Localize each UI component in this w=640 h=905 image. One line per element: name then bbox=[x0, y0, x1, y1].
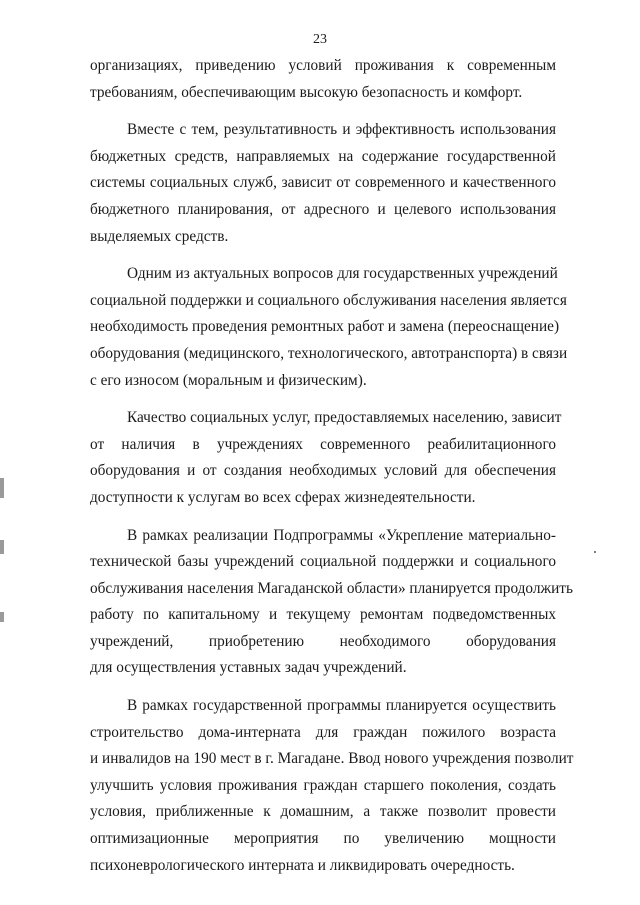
paragraph-gap bbox=[90, 394, 556, 405]
scan-speck bbox=[594, 551, 596, 553]
paragraph-line: от наличия в учреждениях современного реабилитационного bbox=[90, 435, 556, 453]
page-number: 23 bbox=[313, 32, 327, 47]
scan-margin-mark bbox=[0, 612, 4, 622]
scan-margin-mark bbox=[0, 478, 4, 498]
scan-margin-mark bbox=[0, 540, 4, 554]
paragraph-line: выделяемых средств. bbox=[90, 227, 229, 245]
paragraph bbox=[90, 693, 574, 879]
paragraph-line: необходимость проведения ремонтных работ и замена (переоснащение) bbox=[90, 318, 560, 336]
paragraph-line: оборудования (медицинского, технологического, автотранспорта) в связи bbox=[90, 344, 568, 362]
paragraph-line: В рамках государственной программы планируется осуществить bbox=[127, 697, 556, 715]
paragraph-line: для осуществления уставных задач учреждений. bbox=[90, 659, 407, 677]
paragraph bbox=[90, 53, 556, 106]
paragraph-line: организациях, приведению условий проживания к современным bbox=[90, 57, 556, 74]
paragraph bbox=[90, 261, 568, 394]
paragraph-line: Вместе с тем, результативность и эффективность использования bbox=[127, 121, 556, 139]
paragraph-gap bbox=[90, 682, 556, 693]
paragraph-line: работу по капитальному и текущему ремонтам подведомственных bbox=[90, 606, 556, 624]
paragraph-line: Качество социальных услуг, предоставляемых населению, зависит bbox=[127, 409, 562, 427]
paragraph-gap bbox=[90, 250, 556, 261]
paragraph-line: оптимизационные мероприятия по увеличению мощности bbox=[90, 830, 556, 848]
paragraph-line: улучшить условия проживания граждан старшего поколения, создать bbox=[90, 776, 556, 794]
paragraph-line: строительство дома-интерната для граждан пожилого возраста bbox=[90, 723, 556, 741]
paragraph bbox=[90, 117, 556, 250]
paragraph-line: доступности к услугам во всех сферах жизнедеятельности. bbox=[90, 488, 476, 506]
paragraph-line: требованиям, обеспечивающим высокую безопасность и комфорт. bbox=[90, 83, 523, 101]
paragraph-gap bbox=[90, 512, 556, 523]
paragraph-line: технической базы учреждений социальной поддержки и социального bbox=[90, 553, 556, 571]
paragraph-line: В рамках реализации Подпрограммы «Укрепление материально- bbox=[127, 526, 556, 544]
paragraph-line: социальной поддержки и социального обслуживания населения является bbox=[90, 291, 567, 309]
paragraph-line: обслуживания населения Магаданской области» планируется продолжить bbox=[90, 579, 573, 597]
paragraph-line: Одним из актуальных вопросов для государственных учреждений bbox=[127, 265, 558, 283]
paragraph-line: бюджетных средств, направляемых на содержание государственной bbox=[90, 147, 556, 165]
paragraph-line: условия, приближенные к домашним, а также позволит провести bbox=[90, 803, 556, 821]
paragraph bbox=[90, 405, 562, 511]
paragraph-line: с его износом (моральным и физическим). bbox=[90, 371, 367, 389]
paragraph-line: учреждений, приобретению необходимого оборудования bbox=[90, 632, 556, 650]
paragraph-line: системы социальных служб, зависит от современного и качественного bbox=[90, 174, 556, 192]
document-body bbox=[90, 53, 574, 879]
paragraph-line: психоневрологического интерната и ликвидировать очередность. bbox=[90, 856, 515, 874]
paragraph-line: и инвалидов на 190 мест в г. Магадане. Ввод нового учреждения позволит bbox=[90, 750, 574, 768]
paragraph bbox=[90, 523, 573, 683]
paragraph-line: оборудования и от создания необходимых условий для обеспечения bbox=[90, 462, 556, 480]
paragraph-gap bbox=[90, 106, 556, 117]
paragraph-line: бюджетного планирования, от адресного и целевого использования bbox=[90, 200, 556, 218]
